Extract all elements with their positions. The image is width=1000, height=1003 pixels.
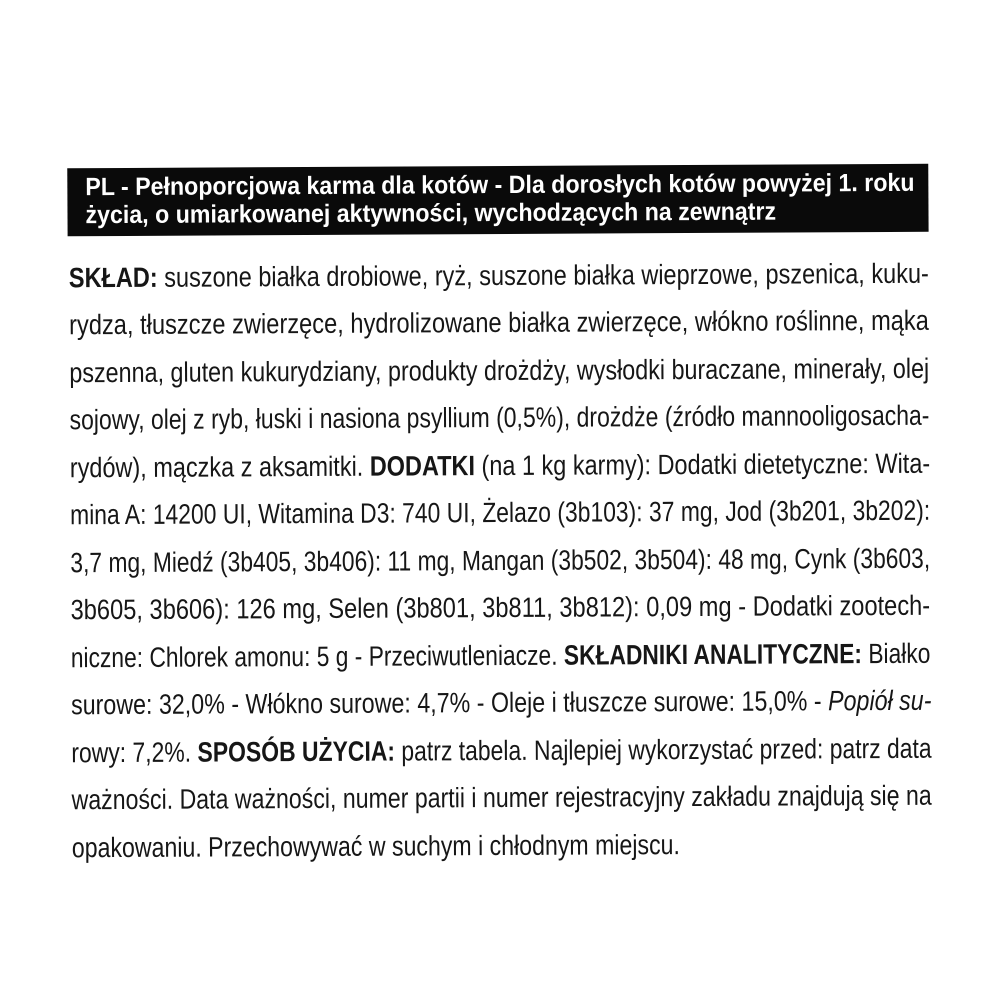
header-bar bbox=[67, 164, 928, 237]
line-text: 3b605, 3b606): 126 mg, Selen (3b801, 3b811, 3b812): 0,09 mg - Dodatki zootech- bbox=[70, 589, 931, 626]
sklad-heading: SKŁAD: bbox=[68, 261, 158, 294]
header-line bbox=[85, 197, 914, 229]
text-line bbox=[72, 820, 932, 872]
skladniki-analityczne-heading: SKŁADNIKI ANALITYCZNE: bbox=[563, 637, 863, 671]
text-line bbox=[69, 250, 929, 302]
header-line-text: PL - Pełnoporcjowa karma dla kotów - Dla dorosłych kotów powyżej 1. roku bbox=[85, 168, 915, 201]
line-text: sojowy, olej z ryb, łuski i nasiona psyllium (0,5%), drożdże (źródło mannooligosacha- bbox=[69, 400, 930, 436]
line-text: rydza, tłuszcze zwierzęce, hydrolizowane białka zwierzęce, włókno roślinne, mąka bbox=[68, 305, 929, 341]
line-text: pszenna, gluten kukurydziany, produkty drożdży, wysłodki buraczane, minerały, olej bbox=[69, 352, 930, 389]
line-text: surowe: 32,0% - Włókno surowe: 4,7% - Oleje i tłuszcze surowe: 15,0% - bbox=[70, 685, 829, 721]
line-text: niczne: Chlorek amonu: 5 g - Przeciwutleniacze. bbox=[70, 639, 564, 673]
line-text: opakowaniu. Przechowywać w suchym i chłodnym miejscu. bbox=[71, 828, 680, 863]
line-text: patrz tabela. Najlepiej wykorzystać przed: patrz data bbox=[394, 732, 932, 767]
dodatki-heading: DODATKI bbox=[369, 449, 476, 482]
text-line bbox=[71, 725, 931, 777]
text-line bbox=[71, 772, 931, 824]
line-text: rowy: 7,2%. bbox=[71, 736, 198, 768]
line-text: 3,7 mg, Miedź (3b405, 3b406): 11 mg, Mangan (3b502, 3b504): 48 mg, Cynk (3b603, bbox=[70, 542, 931, 579]
line-text: rydów), mączka z aksamitki. bbox=[69, 450, 370, 484]
header-line-text: życia, o umiarkowanej aktywności, wychodzących na zewnątrz bbox=[85, 197, 777, 229]
text-line bbox=[69, 297, 929, 349]
sposob-uzycia-heading: SPOSÓB UŻYCIA: bbox=[197, 735, 396, 768]
popiol-surowy-italic: Popiół su- bbox=[827, 684, 932, 717]
line-text: (na 1 kg karmy): Dodatki dietetyczne: Wita- bbox=[474, 447, 931, 481]
line-text: mina A: 14200 UI, Witamina D3: 740 UI, Żelazo (3b103): 37 mg, Jod (3b201, 3b202): bbox=[69, 494, 931, 531]
text-line bbox=[70, 487, 930, 539]
text-line bbox=[69, 345, 929, 397]
text-line bbox=[71, 630, 931, 682]
header-line bbox=[85, 169, 914, 201]
ingredients-text bbox=[69, 250, 932, 872]
line-text: suszone białka drobiowe, ryż, suszone białka wieprzowe, pszenica, kuku- bbox=[157, 257, 929, 293]
text-line bbox=[70, 440, 930, 492]
text-line bbox=[71, 677, 931, 729]
text-line bbox=[70, 582, 930, 634]
line-text: ważności. Data ważności, numer partii i numer rejestracyjny zakładu znajdują się na bbox=[71, 779, 932, 816]
text-line bbox=[69, 392, 929, 444]
text-line bbox=[70, 535, 930, 587]
line-text: Białko bbox=[861, 637, 931, 669]
